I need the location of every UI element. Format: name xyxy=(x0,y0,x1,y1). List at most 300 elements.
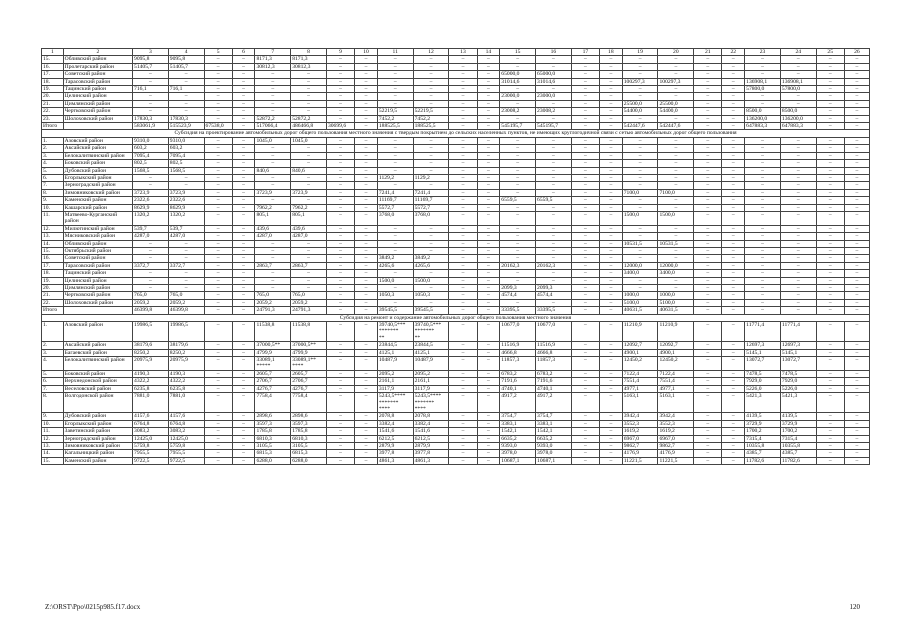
value-cell: 4322,2 xyxy=(168,378,204,385)
row-number-cell: 15. xyxy=(42,457,64,464)
value-cell: – xyxy=(204,167,232,174)
value-cell: 5759,8 xyxy=(133,442,169,449)
value-cell: – xyxy=(694,160,722,167)
value-cell: – xyxy=(745,189,781,196)
value-cell: – xyxy=(722,86,745,93)
value-cell: 9393,0 xyxy=(500,442,536,449)
value-cell: – xyxy=(722,277,745,284)
row-number-cell: 22. xyxy=(42,108,64,115)
value-cell: – xyxy=(168,277,204,284)
value-cell: – xyxy=(204,393,232,413)
value-cell: – xyxy=(232,145,255,152)
header-cell: 26 xyxy=(844,49,869,56)
row-number-cell: 4. xyxy=(42,357,64,371)
value-cell: – xyxy=(571,342,599,349)
value-cell: – xyxy=(204,233,232,240)
value-cell: – xyxy=(449,247,477,254)
district-name-cell: Тарасовский район xyxy=(63,78,132,85)
value-cell: 23008,2 xyxy=(536,108,572,115)
value-cell: 30812,3 xyxy=(291,63,327,70)
value-cell: – xyxy=(500,160,536,167)
value-cell: – xyxy=(780,225,816,232)
value-cell: 9862,7 xyxy=(658,442,694,449)
value-cell: – xyxy=(816,152,844,159)
value-cell: – xyxy=(232,108,255,115)
header-cell: 9 xyxy=(326,49,354,56)
row-number-cell: 9. xyxy=(42,413,64,420)
value-cell: – xyxy=(722,262,745,269)
value-cell: – xyxy=(477,420,500,427)
value-cell: – xyxy=(477,285,500,292)
value-cell: – xyxy=(355,93,378,100)
value-cell: 1500,0 xyxy=(413,277,449,284)
header-cell: 1 xyxy=(42,49,64,56)
value-cell: – xyxy=(204,240,232,247)
value-cell: – xyxy=(844,160,869,167)
value-cell: – xyxy=(599,71,622,78)
value-cell: 4861,3 xyxy=(413,457,449,464)
value-cell: – xyxy=(377,182,413,189)
value-cell: – xyxy=(658,145,694,152)
value-cell: – xyxy=(599,393,622,413)
row-number-cell: 4. xyxy=(42,160,64,167)
row-number-cell: 13. xyxy=(42,233,64,240)
value-cell: – xyxy=(599,160,622,167)
value-cell: – xyxy=(326,370,354,377)
value-cell: – xyxy=(816,247,844,254)
value-cell: – xyxy=(599,225,622,232)
value-cell: 3977,8 xyxy=(413,450,449,457)
value-cell: – xyxy=(449,108,477,115)
value-cell: – xyxy=(413,145,449,152)
value-cell: 9310,0 xyxy=(133,137,169,144)
value-cell: – xyxy=(844,108,869,115)
value-cell: – xyxy=(449,145,477,152)
value-cell: – xyxy=(133,100,169,107)
value-cell: – xyxy=(844,262,869,269)
value-cell: – xyxy=(477,307,500,314)
value-cell: – xyxy=(844,393,869,413)
value-cell: – xyxy=(232,457,255,464)
value-cell: 3942,4 xyxy=(658,413,694,420)
value-cell: – xyxy=(204,428,232,435)
table-row xyxy=(42,86,870,93)
value-cell: 38179,6 xyxy=(133,342,169,349)
value-cell: – xyxy=(204,211,232,225)
value-cell: – xyxy=(722,174,745,181)
value-cell: – xyxy=(622,152,658,159)
value-cell: – xyxy=(694,100,722,107)
header-cell: 22 xyxy=(722,49,745,56)
district-name-cell: Зимовниковский район xyxy=(63,189,132,196)
header-cell: 18 xyxy=(599,49,622,56)
table-row xyxy=(42,442,870,449)
value-cell: – xyxy=(816,322,844,342)
value-cell: – xyxy=(694,292,722,299)
value-cell: – xyxy=(536,233,572,240)
value-cell: – xyxy=(599,174,622,181)
value-cell: – xyxy=(477,457,500,464)
value-cell: – xyxy=(622,137,658,144)
value-cell: – xyxy=(722,63,745,70)
value-cell: 1045,0 xyxy=(291,137,327,144)
value-cell: – xyxy=(844,420,869,427)
value-cell: – xyxy=(571,197,599,204)
value-cell: 51405,7 xyxy=(133,63,169,70)
value-cell: 545195,7 xyxy=(500,123,536,130)
value-cell: – xyxy=(232,385,255,392)
value-cell: – xyxy=(722,378,745,385)
value-cell: 1542,1 xyxy=(500,428,536,435)
value-cell: 3117,9 xyxy=(377,385,413,392)
value-cell: – xyxy=(694,189,722,196)
value-cell: – xyxy=(232,357,255,371)
value-cell: – xyxy=(694,385,722,392)
value-cell: 4287,0 xyxy=(255,233,291,240)
value-cell: – xyxy=(449,189,477,196)
value-cell: – xyxy=(722,167,745,174)
value-cell: – xyxy=(622,71,658,78)
value-cell: 6212,5 xyxy=(377,435,413,442)
district-name-cell: Советский район xyxy=(63,71,132,78)
district-name-cell: Целинский район xyxy=(63,277,132,284)
value-cell: – xyxy=(133,71,169,78)
row-number-cell: 18. xyxy=(42,270,64,277)
value-cell: 6810,3 xyxy=(255,435,291,442)
value-cell: – xyxy=(816,378,844,385)
value-cell: – xyxy=(780,292,816,299)
value-cell: – xyxy=(168,78,204,85)
value-cell: 136908,1 xyxy=(780,78,816,85)
value-cell: – xyxy=(326,270,354,277)
value-cell: – xyxy=(291,270,327,277)
value-cell: – xyxy=(449,78,477,85)
document-page xyxy=(41,48,870,465)
value-cell: – xyxy=(449,450,477,457)
value-cell: – xyxy=(844,322,869,342)
value-cell: 1568,5 xyxy=(133,167,169,174)
value-cell: – xyxy=(536,145,572,152)
value-cell: – xyxy=(449,56,477,63)
value-cell: – xyxy=(694,197,722,204)
value-cell: – xyxy=(694,211,722,225)
value-cell: – xyxy=(377,78,413,85)
district-name-cell: Зерноградский район xyxy=(63,435,132,442)
value-cell: – xyxy=(844,292,869,299)
value-cell: – xyxy=(291,93,327,100)
value-cell: – xyxy=(722,182,745,189)
value-cell: – xyxy=(780,285,816,292)
value-cell: 7962,2 xyxy=(255,204,291,211)
value-cell: – xyxy=(477,292,500,299)
district-name-cell: Белокалитвинский район xyxy=(63,152,132,159)
value-cell: – xyxy=(571,63,599,70)
value-cell: – xyxy=(722,78,745,85)
value-cell: – xyxy=(622,174,658,181)
value-cell: – xyxy=(500,137,536,144)
value-cell: 39740,5*** ******* ** xyxy=(413,322,449,342)
value-cell: – xyxy=(377,56,413,63)
value-cell: – xyxy=(477,100,500,107)
value-cell: 517066,4 xyxy=(255,123,291,130)
value-cell: 1785,8 xyxy=(255,428,291,435)
value-cell: – xyxy=(133,174,169,181)
value-cell: – xyxy=(694,123,722,130)
value-cell: 805,1 xyxy=(255,211,291,225)
value-cell: – xyxy=(232,285,255,292)
value-cell: – xyxy=(355,292,378,299)
value-cell: – xyxy=(816,86,844,93)
header-cell: 19 xyxy=(622,49,658,56)
value-cell: – xyxy=(168,93,204,100)
value-cell: – xyxy=(571,435,599,442)
district-name-cell: Тарасовский район xyxy=(63,262,132,269)
value-cell: – xyxy=(500,86,536,93)
value-cell: – xyxy=(571,137,599,144)
value-cell: 33089,1** **** xyxy=(291,357,327,371)
value-cell: 7929,0 xyxy=(780,378,816,385)
value-cell: – xyxy=(413,167,449,174)
district-name-cell: Мясниковский район xyxy=(63,233,132,240)
value-cell: – xyxy=(745,292,781,299)
value-cell: – xyxy=(844,86,869,93)
value-cell: 6559,5 xyxy=(536,197,572,204)
value-cell: – xyxy=(571,247,599,254)
district-name-cell: Обливский район xyxy=(63,240,132,247)
value-cell: – xyxy=(232,123,255,130)
value-cell: – xyxy=(722,100,745,107)
value-cell: – xyxy=(694,420,722,427)
value-cell: – xyxy=(599,322,622,342)
value-cell: – xyxy=(571,357,599,371)
value-cell: – xyxy=(255,71,291,78)
value-cell: 603,2 xyxy=(168,145,204,152)
value-cell: – xyxy=(204,385,232,392)
value-cell: – xyxy=(355,100,378,107)
district-name-cell: Боковский район xyxy=(63,370,132,377)
value-cell: – xyxy=(816,56,844,63)
value-cell: – xyxy=(204,413,232,420)
header-cell: 20 xyxy=(658,49,694,56)
value-cell: – xyxy=(133,255,169,262)
value-cell: – xyxy=(745,233,781,240)
value-cell: 603,2 xyxy=(133,145,169,152)
value-cell: – xyxy=(355,204,378,211)
value-cell: – xyxy=(133,247,169,254)
value-cell: – xyxy=(255,108,291,115)
value-cell: – xyxy=(599,442,622,449)
value-cell: – xyxy=(449,211,477,225)
value-cell: – xyxy=(449,370,477,377)
district-name-cell: Волгодонской район xyxy=(63,393,132,413)
value-cell: – xyxy=(449,307,477,314)
value-cell: – xyxy=(291,71,327,78)
value-cell: – xyxy=(377,86,413,93)
value-cell: 33395,5 xyxy=(500,307,536,314)
value-cell: – xyxy=(232,225,255,232)
value-cell: – xyxy=(204,442,232,449)
value-cell: 4574,4 xyxy=(500,292,536,299)
table-row xyxy=(42,292,870,299)
value-cell: – xyxy=(745,240,781,247)
value-cell: – xyxy=(500,204,536,211)
row-number-cell: 18. xyxy=(42,78,64,85)
value-cell: – xyxy=(449,442,477,449)
row-number-cell: 15. xyxy=(42,56,64,63)
table-row xyxy=(42,428,870,435)
table-row xyxy=(42,277,870,284)
value-cell: – xyxy=(844,197,869,204)
value-cell: 1000,0 xyxy=(622,292,658,299)
value-cell: 5421,3 xyxy=(745,393,781,413)
value-cell: 20975,9 xyxy=(133,357,169,371)
district-name-cell: Обливский район xyxy=(63,56,132,63)
value-cell: – xyxy=(745,100,781,107)
value-cell: – xyxy=(232,370,255,377)
row-number-cell: 3. xyxy=(42,152,64,159)
table-row xyxy=(42,189,870,196)
value-cell: – xyxy=(255,160,291,167)
value-cell: – xyxy=(326,86,354,93)
value-cell: – xyxy=(500,270,536,277)
value-cell: 6635,2 xyxy=(536,435,572,442)
value-cell: – xyxy=(844,342,869,349)
value-cell: – xyxy=(780,63,816,70)
value-cell: – xyxy=(694,322,722,342)
value-cell: 542447,6 xyxy=(658,123,694,130)
value-cell: 12092,7 xyxy=(658,342,694,349)
value-cell: – xyxy=(844,174,869,181)
value-cell: 765,0 xyxy=(291,292,327,299)
value-cell: – xyxy=(745,174,781,181)
value-cell: – xyxy=(571,255,599,262)
value-cell: – xyxy=(722,322,745,342)
value-cell: – xyxy=(204,370,232,377)
value-cell: – xyxy=(816,225,844,232)
value-cell: – xyxy=(571,385,599,392)
value-cell: – xyxy=(622,285,658,292)
district-name-cell: Зимовниковский район xyxy=(63,442,132,449)
value-cell: – xyxy=(168,285,204,292)
value-cell: – xyxy=(449,167,477,174)
value-cell: – xyxy=(449,174,477,181)
value-cell: – xyxy=(599,108,622,115)
value-cell: 3105,5 xyxy=(291,442,327,449)
value-cell: 2059,2 xyxy=(255,299,291,306)
value-cell: 25500,0 xyxy=(658,100,694,107)
table-row xyxy=(42,204,870,211)
value-cell: – xyxy=(449,100,477,107)
value-cell: – xyxy=(599,277,622,284)
value-cell: – xyxy=(844,385,869,392)
value-cell: 7095,4 xyxy=(168,152,204,159)
value-cell: 3597,3 xyxy=(291,420,327,427)
value-cell: 52219,5 xyxy=(377,108,413,115)
table-row xyxy=(42,378,870,385)
value-cell: – xyxy=(204,78,232,85)
header-cell: 7 xyxy=(255,49,291,56)
value-cell: 5572,7 xyxy=(413,204,449,211)
value-cell: – xyxy=(536,86,572,93)
value-cell: – xyxy=(377,167,413,174)
value-cell: – xyxy=(500,182,536,189)
value-cell: – xyxy=(816,123,844,130)
value-cell: – xyxy=(536,277,572,284)
value-cell: – xyxy=(536,299,572,306)
value-cell: 19986,5 xyxy=(133,322,169,342)
value-cell: – xyxy=(232,322,255,342)
value-cell: – xyxy=(232,197,255,204)
value-cell: 486466,8 xyxy=(291,123,327,130)
value-cell: – xyxy=(599,240,622,247)
row-number-cell: 13. xyxy=(42,442,64,449)
value-cell: – xyxy=(599,247,622,254)
district-name-cell: Багаевский район xyxy=(63,349,132,356)
row-number-cell: 20. xyxy=(42,93,64,100)
value-cell: – xyxy=(722,435,745,442)
value-cell: – xyxy=(599,152,622,159)
value-cell: – xyxy=(477,63,500,70)
value-cell: – xyxy=(722,393,745,413)
value-cell: 3729,9 xyxy=(780,420,816,427)
value-cell: – xyxy=(844,152,869,159)
value-cell: 1320,2 xyxy=(168,211,204,225)
value-cell: – xyxy=(694,255,722,262)
value-cell: – xyxy=(722,457,745,464)
value-cell: 3849,2 xyxy=(377,255,413,262)
value-cell: – xyxy=(377,240,413,247)
value-cell: – xyxy=(844,307,869,314)
value-cell: 30812,3 xyxy=(255,63,291,70)
value-cell: – xyxy=(571,86,599,93)
value-cell: 765,0 xyxy=(255,292,291,299)
value-cell: 8629,9 xyxy=(133,204,169,211)
header-cell: 12 xyxy=(413,49,449,56)
value-cell: – xyxy=(413,285,449,292)
value-cell: 1500,0 xyxy=(658,211,694,225)
value-cell: 23000,0 xyxy=(536,93,572,100)
value-cell: 3723,9 xyxy=(255,189,291,196)
value-cell: – xyxy=(722,197,745,204)
value-cell: – xyxy=(571,233,599,240)
value-cell: 7881,0 xyxy=(133,393,169,413)
value-cell: 6235,8 xyxy=(168,385,204,392)
value-cell: – xyxy=(477,93,500,100)
value-cell: 6212,5 xyxy=(413,435,449,442)
value-cell: – xyxy=(449,285,477,292)
page-footer xyxy=(45,603,860,611)
value-cell: – xyxy=(780,307,816,314)
value-cell: – xyxy=(500,277,536,284)
table-row xyxy=(42,420,870,427)
table-row xyxy=(42,78,870,85)
value-cell: – xyxy=(816,182,844,189)
value-cell: – xyxy=(694,233,722,240)
value-cell: – xyxy=(622,182,658,189)
section-heading: Субсидия на ремонт и содержание автомобильных дорог общего пользования местного значения xyxy=(42,314,870,321)
value-cell: – xyxy=(355,299,378,306)
value-cell: – xyxy=(291,247,327,254)
value-cell: 7478,5 xyxy=(745,370,781,377)
value-cell: – xyxy=(255,285,291,292)
value-cell: – xyxy=(449,204,477,211)
value-cell: – xyxy=(355,233,378,240)
value-cell: – xyxy=(477,240,500,247)
value-cell: – xyxy=(500,152,536,159)
value-cell: – xyxy=(355,211,378,225)
value-cell: – xyxy=(449,262,477,269)
value-cell: 3977,8 xyxy=(377,450,413,457)
